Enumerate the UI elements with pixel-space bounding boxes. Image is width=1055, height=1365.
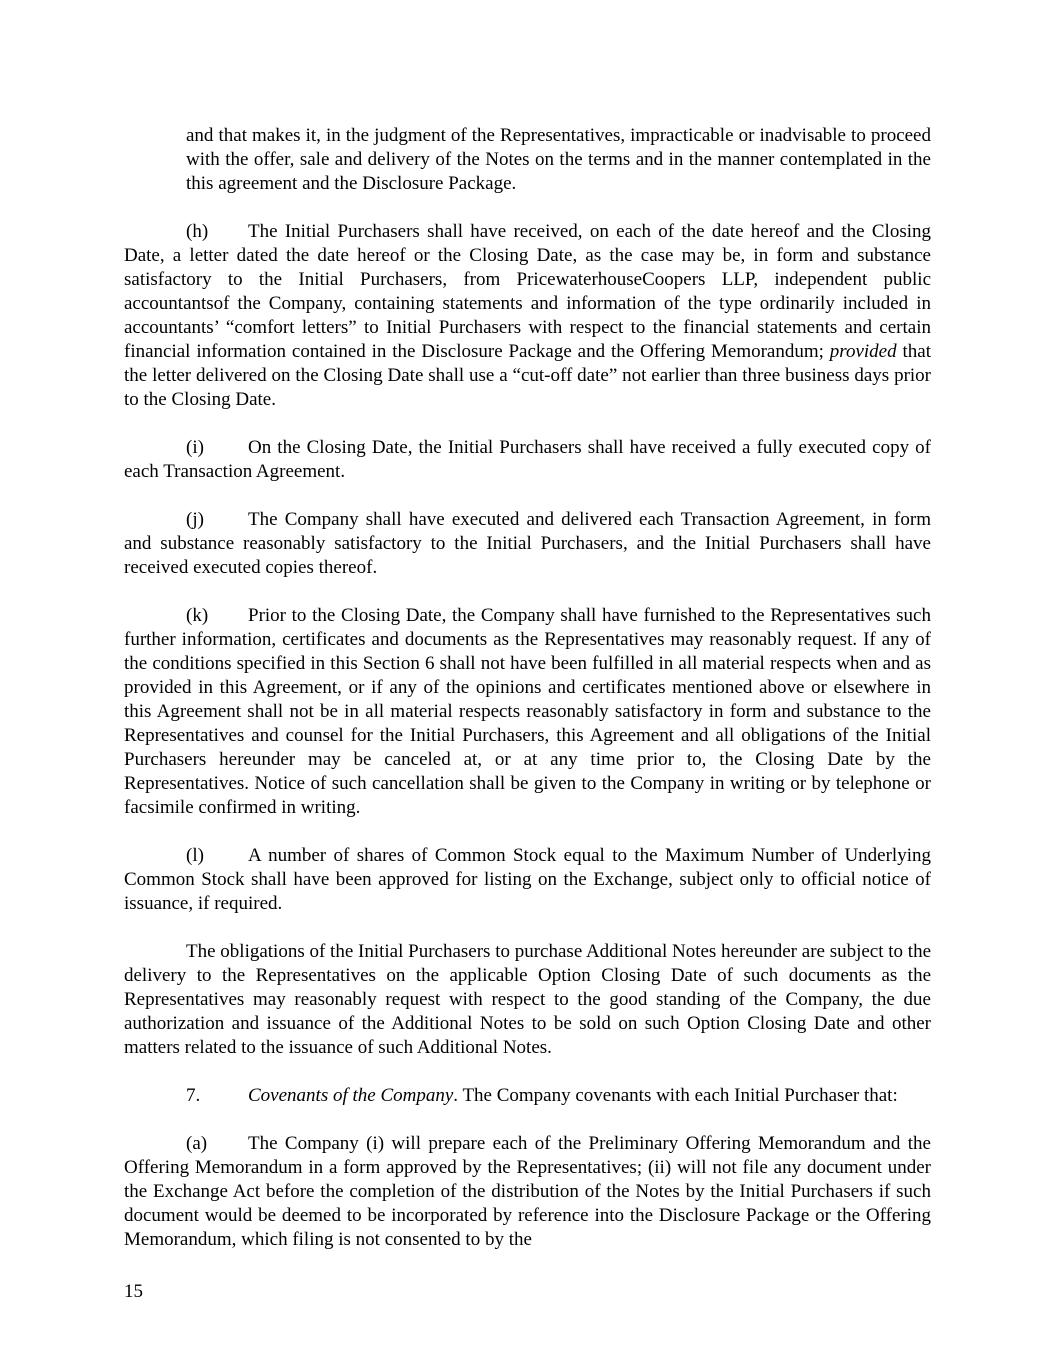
paragraph-a-text: The Company (i) will prepare each of the Preliminary Offering Memorandum and the Offering Memorandum in a form approved by the Representatives; (ii) will not file any document under the Exchange Act before the completion of the distribution of the Notes by the Initial Purchasers if such document would be deemed to be incorporated by reference into the Disclosure Package or the Offering Memorandum, which filing is not consented to by the — [124, 1133, 931, 1250]
paragraph-j-label: (j) — [186, 509, 204, 530]
paragraph-i-text: On the Closing Date, the Initial Purchasers shall have received a fully executed copy of each Transaction Agreement. — [124, 437, 931, 482]
paragraph-h-italic: provided — [829, 341, 897, 362]
paragraph-k — [124, 604, 931, 820]
paragraph-l-text: A number of shares of Common Stock equal to the Maximum Number of Underlying Common Stock shall have been approved for listing on the Exchange, subject only to official notice of issuance, if required. — [124, 845, 931, 914]
paragraph-a — [124, 1132, 931, 1252]
paragraph-h-text-b: that the letter delivered on the Closing Date shall use a “cut-off date” not earlier than three business days prior to the Closing Date. — [124, 341, 931, 410]
page-number: 15 — [124, 1281, 143, 1302]
paragraph-i — [124, 436, 931, 484]
paragraph-h-label: (h) — [186, 221, 209, 242]
paragraph-l — [124, 844, 931, 916]
continued-paragraph: and that makes it, in the judgment of the Representatives, impracticable or inadvisable to proceed with the offer, sale and delivery of the Notes on the terms and in the manner contemplated in the this agreement and the Disclosure Package. — [186, 125, 931, 194]
obligations-paragraph: The obligations of the Initial Purchasers to purchase Additional Notes hereunder are subject to the delivery to the Representatives on the applicable Option Closing Date of such documents as the Representatives may reasonably request with respect to the good standing of the Company, the due authorization and issuance of the Additional Notes to be sold on such Option Closing Date and other matters related to the issuance of such Additional Notes. — [124, 941, 932, 1058]
paragraph-h — [124, 220, 931, 412]
section-7-number: 7. — [186, 1085, 201, 1106]
section-7-title: Covenants of the Company — [248, 1085, 454, 1106]
paragraph-i-label: (i) — [186, 437, 204, 458]
section-7-heading — [124, 1084, 931, 1108]
paragraph-l-label: (l) — [186, 845, 204, 866]
paragraph-a-label: (a) — [186, 1133, 208, 1154]
paragraph-k-text: Prior to the Closing Date, the Company shall have furnished to the Representatives such further information, certificates and documents as the Representatives may reasonably request. If any of the conditions specified in this Section 6 shall not have been fulfilled in all material respects when and as provided in this Agreement, or if any of the opinions and certificates mentioned above or elsewhere in this Agreement shall not be in all material respects reasonably satisfactory in form and substance to the Representatives and counsel for the Initial Purchasers, this Agreement and all obligations of the Initial Purchasers hereunder may be canceled at, or at any time prior to, the Closing Date by the Representatives. Notice of such cancellation shall be given to the Company in writing or by telephone or facsimile confirmed in writing. — [124, 605, 931, 818]
paragraph-h-text-a: The Initial Purchasers shall have received, on each of the date hereof and the Closing Date, a letter dated the date hereof or the Closing Date, as the case may be, in form and substance satisfactory to the Initial Purchasers, from PricewaterhouseCoopers LLP, independent public accountantsof the Company, containing statements and information of the type ordinarily included in accountants’ “comfort letters” to Initial Purchasers with respect to the financial statements and certain financial information contained in the Disclosure Package and the Offering Memorandum; — [124, 221, 931, 362]
paragraph-j-text: The Company shall have executed and delivered each Transaction Agreement, in form and substance reasonably satisfactory to the Initial Purchasers, and the Initial Purchasers shall have received executed copies thereof. — [124, 509, 931, 578]
paragraph-j — [124, 508, 931, 580]
document-page — [124, 124, 931, 1252]
section-7-text: . The Company covenants with each Initial Purchaser that: — [453, 1085, 898, 1106]
paragraph-k-label: (k) — [186, 605, 209, 626]
